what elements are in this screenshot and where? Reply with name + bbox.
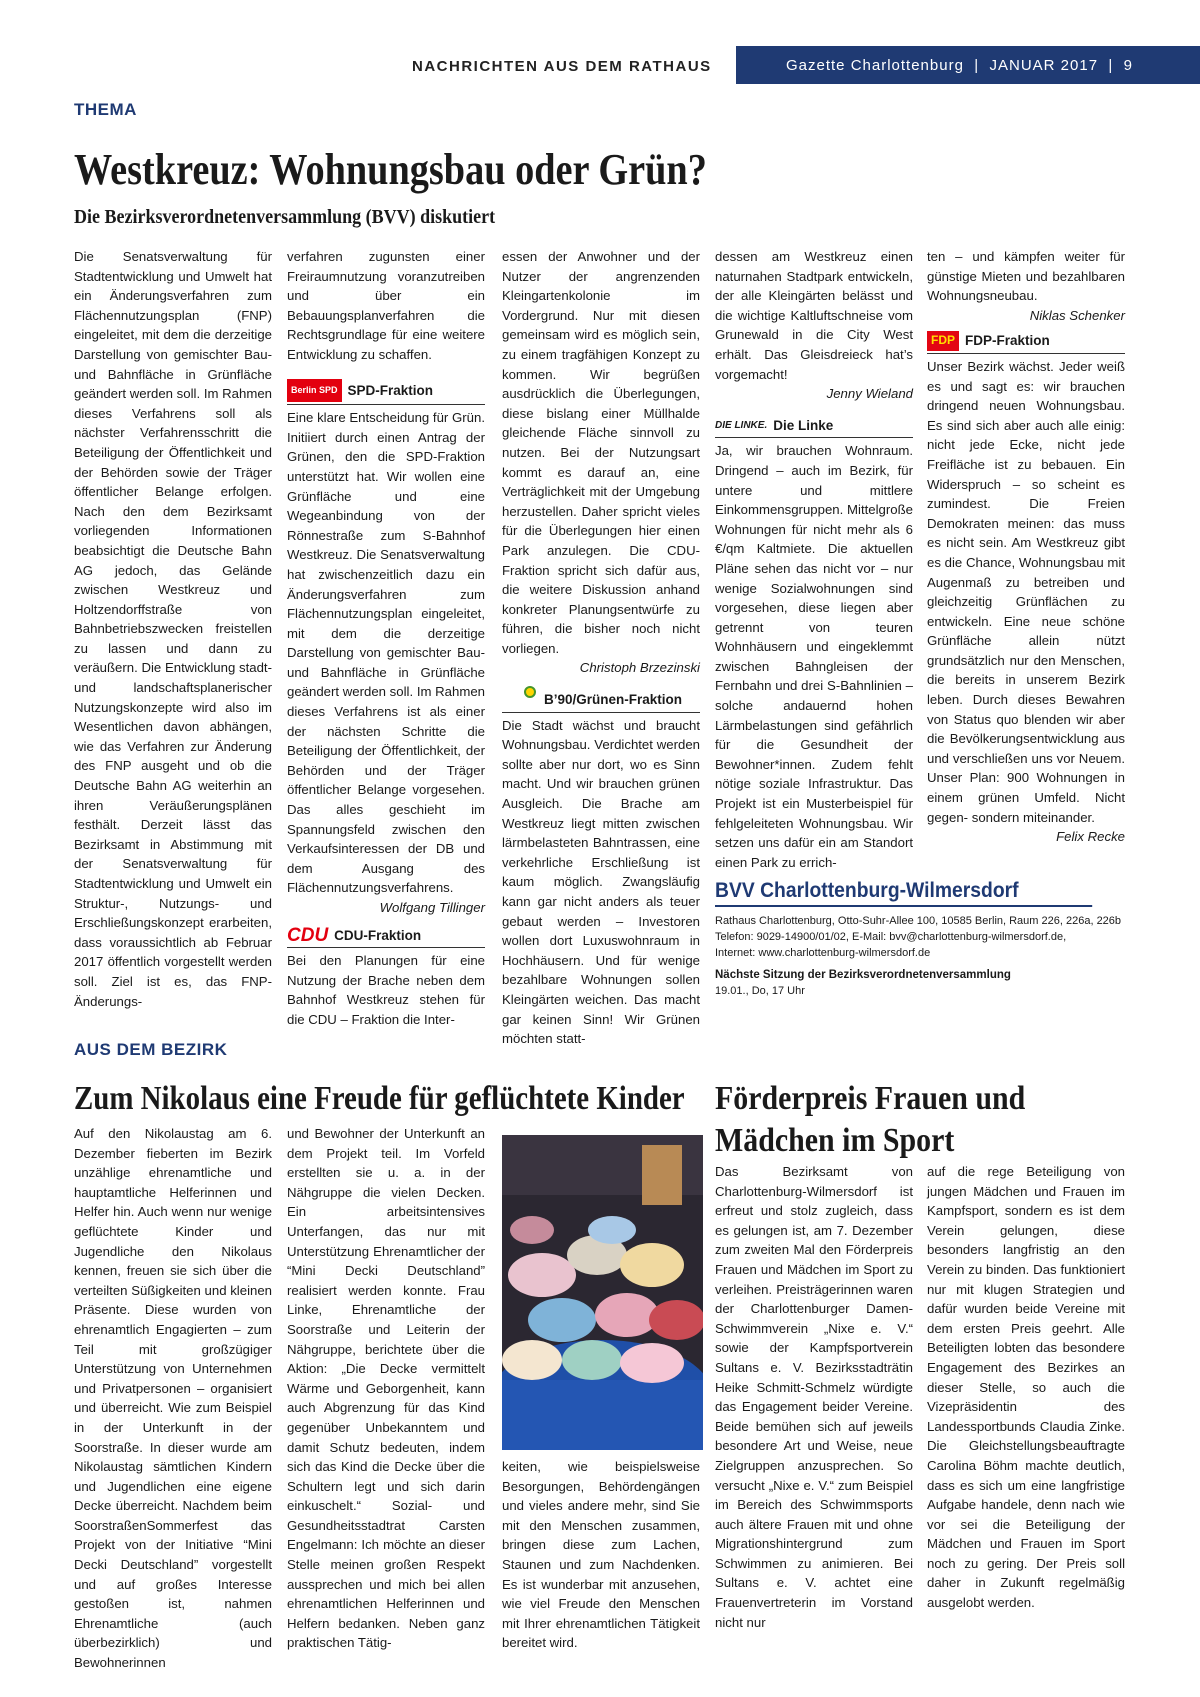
spd-heading xyxy=(287,379,485,406)
article1-column-4 xyxy=(715,247,913,872)
bvv-title: BVV Charlottenburg-Wilmersdorf xyxy=(715,879,1092,907)
article3-column-2 xyxy=(927,1162,1125,1613)
article2-column-1 xyxy=(74,1124,272,1673)
cdu-heading xyxy=(287,926,485,949)
article2-column-2 xyxy=(287,1124,485,1653)
cdu-logo-icon: CDU xyxy=(287,924,329,946)
paragraph: auf die rege Beteiligung von jungen Mädchen und Frauen im Kampfsport, sondern es ist dem Verein gelungen, diese besonders langfristig an den Verein zu binden. Das funktioniert nur mit klugen Strategien und dafür wurden beide Vereine mit dem ersten Preis geehrt. Alle Beteiligten lobten das besondere Engagement des Bezirkes an dieser Stelle, so auch die Vizepräsidentin des Landessportbunds Claudia Zinke. Die Gleichstellungsbeauftragte Carolina Böhm machte deutlich, dass es sich um eine langfristige Aufgabe handele, denn nach wie vor sei die Beteiligung der Mädchen und Frauen im Sport noch zu gering. Der Preis soll daher in Zukunft regelmäßig ausgelobt werden. xyxy=(927,1164,1125,1611)
paragraph: Bei den Planungen für eine Nutzung der Brache neben dem Bahnhof Westkreuz stehen für die CDU – Fraktion die Inter- xyxy=(287,953,485,1027)
party-label: Die Linke xyxy=(773,417,834,433)
paragraph: essen der Anwohner und der Nutzer der angrenzenden Kleingartenkolonie im Vordergrund. Nur mit diesen gemeinsam wird es möglich sein, zu einem tragfähigen Konzept zu kommen. Wir begrüßen ausdrücklich die Überlegungen, diese bislang einer Müllhalde gleichende Fläche sinnvoll zu nutzen. Bei der Nutzungsart kommt es darauf an, eine Verträglichkeit mit der Umgebung herzustellen. Daher spricht vieles für die Überlegungen hier einen Park anzulegen. Die CDU-Fraktion spricht sich dafür aus, die weitere Diskussion anhand konkreter Planungsentwürfe zu führen, die bisher noch nicht vorliegen. xyxy=(502,249,700,656)
article1-column-2 xyxy=(287,247,485,1030)
gazette-header-text: Gazette Charlottenburg | JANUAR 2017 | 9 xyxy=(786,56,1133,74)
party-label: B’90/Grünen-Fraktion xyxy=(544,692,683,708)
article-title: Westkreuz: Wohnungsbau oder Grün? xyxy=(74,145,707,194)
author: Felix Recke xyxy=(1056,829,1125,845)
bvv-internet: Internet: www.charlottenburg-wilmersdorf.de xyxy=(715,947,931,959)
paragraph: Die Senatsverwaltung für Stadtentwicklung und Umwelt hat ein Änderungsverfahren zum Flächennutzungsplan (FNP) eingeleitet, mit dem die derzeitige Darstellung von gemischter Bau- und Bahnfläche in Grünfläche geändert werden soll. Im Rahmen dieses Verfahrens soll als nächster Verfahrensschritt die Beteiligung der Öffentlichkeit und der Behörden sowie der Träger öffentlicher Belange erfolgen. Nach den dem Bezirksamt vorliegenden Informationen beabsichtigt die Deutsche Bahn AG jedoch, das Gelände zwischen Westkreuz und Holtzendorffstraße von Bahnbetriebszwecken freistellen zu lassen und dann zu veräußern. Die Entwicklung stadt- und landschaftsplanerischer Nutzungskonzepte wird also im Wesentlichen davon abhängen, wie das Verfahren zur Änderung des FNP ausgeht und ob die Deutsche Bahn AG weiterhin an ihren Veräußerungsplänen festhält. Derzeit lässt das Bezirksamt in Abstimmung mit der Senatsverwaltung für Stadtentwicklung und Umwelt ein Struktur-, Nutzungs- und Erschließungskonzept erarbeiten, dass voraussichtlich ab Februar 2017 öffentlich vorgestellt werden soll. Ziel ist es, das FNP-Änderungs- xyxy=(74,249,272,1009)
party-label: CDU-Fraktion xyxy=(334,927,422,943)
article3-column-1 xyxy=(715,1162,913,1632)
paragraph: Das Bezirksamt von Charlottenburg-Wilmersdorf ist erfreut und stolz zugleich, dass es gelungen ist, am 7. Dezember zum zweiten Mal den Förderpreis Frauen und Mädchen im Sport zu verleihen. Preisträgerinnen waren der Charlottenburger Damen-Schwimmverein „Nixe e. V.“ sowie der Kampfsportverein Sultans e. V. Bezirksstadträtin Heike Schmitt-Schmelz würdigte das Engagement beider Vereine. Beide bemühen sich auf jeweils besondere Art und Weise, neue Zielgruppen anzusprechen. So versucht „Nixe e. V.“ zum Beispiel im Bereich des Schwimmsports auch ältere Frauen mit und ohne Migrationshintergrund zum Schwimmen zu animieren. Bei Sultans e. V. achtet eine Frauenvertreterin im Vorstand nicht nur xyxy=(715,1164,913,1630)
article-subtitle: Die Bezirksverordnetenversammlung (BVV) diskutiert xyxy=(74,206,496,228)
spd-logo-icon: Berlin SPD xyxy=(287,379,342,403)
article3-title: Förderpreis Frauen und Mädchen im Sport xyxy=(715,1080,1026,1159)
fdp-heading xyxy=(927,331,1125,354)
author: Wolfgang Tillinger xyxy=(379,900,485,915)
gazette-header-box xyxy=(736,46,1200,84)
bvv-address: Rathaus Charlottenburg, Otto-Suhr-Allee 100, 10585 Berlin, Raum 226, 226a, 226b xyxy=(715,915,1122,927)
paragraph: dessen am Westkreuz einen naturnahen Stadtpark entwickeln, der alle Kleingärten belässt und die wichtige Kaltluftschneise vom Grunewald in die City West erhält. Das Gleisdreieck hat’s vorgemacht! xyxy=(715,249,913,382)
linke-heading xyxy=(715,416,913,439)
linke-logo-icon: DIE LINKE. xyxy=(715,419,768,431)
party-label: SPD-Fraktion xyxy=(347,382,434,398)
bvv-phone: Telefon: 9029-14900/01/02, E-Mail: bvv@charlottenburg-wilmersdorf.de, xyxy=(715,931,1067,943)
paragraph: verfahren zugunsten einer Freiraumnutzung voranzutreiben und über ein Bebauungsplanverfahren die Rechtsgrundlage für eine weitere Entwicklung zu schaffen. xyxy=(287,249,485,362)
paragraph: Die Stadt wächst und braucht Wohnungsbau. Verdichtet werden sollte aber nur dort, wo es Sinn macht. Und wir brauchen grünen Ausgleich. Die Brache am Westkreuz liegt mitten zwischen lärmbelasteten Bahntrassen, eine verkehrliche Erschließung ist kaum möglich. Zwangsläufig kann gar nicht anders als teuer gebaut werden – Investoren wollen dort Luxuswohnraum in Hochhäusern. Und für wenige bezahlbare Wohnungen sollen Kleingärten weichen. Das macht gar keinen Sinn! Wir Grünen möchten statt- xyxy=(502,717,700,1047)
party-label: FDP-Fraktion xyxy=(965,333,1050,349)
kicker-thema: THEMA xyxy=(74,100,137,119)
bvv-next-date: 19.01., Do, 17 Uhr xyxy=(715,985,805,997)
bvv-contact xyxy=(715,913,1125,999)
article2-title: Zum Nikolaus eine Freude für geflüchtete Kinder xyxy=(74,1080,685,1117)
article1-column-1 xyxy=(74,247,272,1011)
blankets-image-icon xyxy=(502,1135,703,1450)
paragraph: ten – und kämpfen weiter für günstige Mieten und bezahlbaren Wohnungsneubau. xyxy=(927,249,1125,304)
paragraph: Eine klare Entscheidung für Grün. Initiiert durch einen Antrag der Grünen, den die SPD-Fraktion unterstützt hat. Wir wollen eine Grünfläche und eine Wegeanbindung von der Rönnestraße zum S-Bahnhof Westkreuz. Die Senatsverwaltung hat zwischenzeitlich dazu ein Änderungsverfahren zum Flächennutzungsplan eingeleitet, mit dem die derzeitige Darstellung von gemischter Bau- und Bahnfläche in Grünfläche geändert werden soll. Im Rahmen dieses Verfahrens ist als einer der nächsten Schritte die Beteiligung der Öffentlichkeit, der Behörden und der Träger öffentlicher Belange vorgesehen. Das alles geschieht im Spannungsfeld zwischen den Verkaufsinteressen der DB und dem Ausgang des Flächennutzungsverfahrens. xyxy=(287,410,485,896)
author: Christoph Brzezinski xyxy=(579,660,700,676)
article1-column-5 xyxy=(927,247,1125,847)
author: Jenny Wieland xyxy=(826,386,913,402)
gruene-heading xyxy=(502,690,700,713)
photo-blankets xyxy=(502,1135,703,1450)
bvv-next-label: Nächste Sitzung der Bezirksverordnetenversammlung xyxy=(715,969,1011,981)
paragraph: keiten, wie beispielsweise Besorgungen, Behördengängen und vieles andere mehr, sind Sie mit den Menschen zusammen, bringen diese zum Lachen, Staunen und zum Nachdenken. Es ist wunderbar mit anzusehen, wie viel Freude den Menschen mit Ihrer ehrenamtlichen Tätigkeit bereitet wird. xyxy=(502,1459,700,1651)
fdp-logo-icon: FDP xyxy=(927,331,959,351)
gruene-sunflower-icon xyxy=(502,692,538,708)
paragraph: Auf den Nikolaustag am 6. Dezember fieberten im Bezirk unzählige ehrenamtliche und hauptamtliche Helferinnen und Helfer hin. Auch wenn nur wenige geflüchtete Kinder und Jugendliche den Nikolaus kennen, freuen sie sich über die verteilten Süßigkeiten und kleinen Präsente. Diese wurden von ehrenamtlich Engagierten – zum Teil mit großzügiger Unterstützung von Unternehmen und Privatpersonen – organisiert und überreicht. Wie zum Beispiel in der Unterkunft in der Soorstraße. In dieser wurde am Nikolaustag sämtlichen Kindern und Jugendlichen eine eigene Decke überreicht. Nachdem beim SoorstraßenSommerfest das Projekt von der Initiative “Mini Decki Deutschland” vorgestellt und auf großes Interesse gestoßen ist, nahmen Ehrenamtliche (auch überbezirklich) und Bewohnerinnen xyxy=(74,1126,272,1671)
paragraph: und Bewohner der Unterkunft an dem Projekt teil. Im Vorfeld erstellten sie u. a. in der Nähgruppe die vielen Decken. Ein arbeitsintensives Unterfangen, das nur mit Unterstützung Ehrenamtlicher der “Mini Decki Deutschland” realisiert werden konnte. Frau Linke, Ehrenamtliche der Soorstraße und Leiterin der Nähgruppe, berichtete über die Aktion: „Die Decke vermittelt Wärme und Geborgenheit, kann auch Abgrenzung für das Kind gegenüber Unbekanntem und damit Schutz bedeuten, indem sich das Kind die Decke über die Schultern legt und sich darin einkuschelt.“ Sozial- und Gesundheitsstadtrat Carsten Engelmann: Ich möchte an dieser Stelle meinen großen Respekt aussprechen und mich bei allen ehrenamtlichen Helferinnen und Helfern bedanken. Neben ganz praktischen Tätig- xyxy=(287,1126,485,1651)
bvv-info-box xyxy=(715,879,1125,999)
kicker-bezirk: AUS DEM BEZIRK xyxy=(74,1040,228,1059)
article2-column-3 xyxy=(502,1457,700,1653)
paragraph: Ja, wir brauchen Wohnraum. Dringend – auch im Bezirk, für untere und mittlere Einkommensgruppen. Mittelgroße Wohnungen für nicht mehr als 6 €/qm Kaltmiete. Die aktuellen Pläne sehen das nicht vor – nur wenige Sozialwohnungen sind vorgesehen, diese liegen aber getrennt von teuren Wohnhäusern und eingeklemmt zwischen Bahngleisen der Fernbahn und drei S-Bahnlinien – solche andauernd hohen Lärmbelastungen sind gefährlich für die Gesundheit der Bewohner*innen. Zudem fehlt nötige soziale Infrastruktur. Das Projekt ist ein Musterbeispiel für fehlgeleiteten Wohnungsbau. Wir setzen uns dafür ein am Standort einen Park zu errich- xyxy=(715,443,913,870)
article1-column-3 xyxy=(502,247,700,1049)
author: Niklas Schenker xyxy=(1029,307,1125,323)
section-header: NACHRICHTEN AUS DEM RATHAUS xyxy=(412,58,712,75)
paragraph: Unser Bezirk wächst. Jeder weiß es und sagt es: wir brauchen dringend neuen Wohnungsbau. Es sind sich aber auch alle einig: nicht jede Ecke, nicht jede Freifläche ist zu bebauen. Ein Widerspruch – so scheint es zumindest. Die Freien Demokraten meinen: das muss es nicht sein. Am Westkreuz gibt es die Chance, Wohnungsbau mit Augenmaß zu betreiben und gleichzeitig Grünflächen zu entwickeln. Eine neue schöne Grünfläche allein nützt grundsätzlich nur den Menschen, die bereits in unserem Bezirk leben. Durch dieses Bewahren von Status quo blenden wir aber die Bevölkerungsentwicklung aus und verschließen uns vor Neuem. Unser Plan: 900 Wohnungen in einem grünen Umfeld. Nicht gegen- sondern miteinander. xyxy=(927,358,1125,825)
